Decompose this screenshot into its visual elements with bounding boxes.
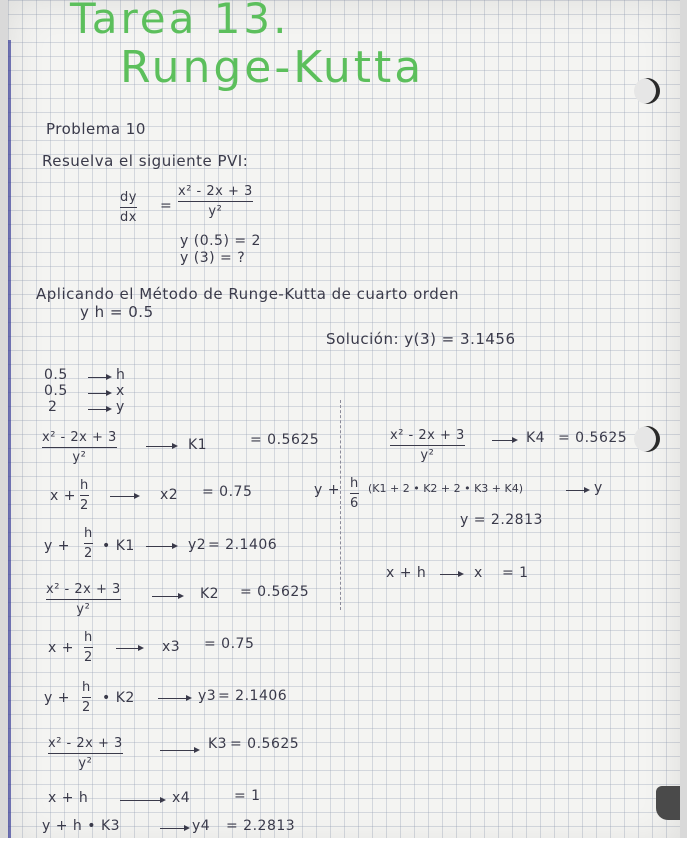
x4-result: = 1 [234,788,261,804]
xnew-label: x [474,565,483,581]
arrow-icon [88,409,110,410]
arrow-icon [492,440,516,441]
binder-hole [634,426,660,452]
left-margin-line [8,40,11,840]
arrow-icon [158,698,190,699]
problem-instruction: Resuelva el siguiente PVI: [42,152,249,170]
k1-num: x² - 2x + 3 [42,430,117,445]
xnew-expression: x + h [386,565,427,581]
x2-num: h [80,478,89,493]
ode-rhs-den: y² [208,204,223,219]
k3-expression [48,736,123,771]
k3-label: K3 [208,736,228,752]
x4-label: x4 [172,790,191,806]
y4-expression: y + h • K3 [42,818,121,834]
k4-den: y² [420,448,435,463]
xnew-result: = 1 [502,565,529,581]
x2-prefix: x + [50,488,76,504]
ynew-num: h [350,476,359,491]
arrow-icon [120,800,164,801]
k2-expression [46,582,121,617]
k1-result: = 0.5625 [250,432,320,448]
title-line-1: Tarea 13. [70,0,290,43]
arrow-icon [566,490,588,491]
ynew-label: y [594,480,603,496]
ode-rhs-num: x² - 2x + 3 [178,184,253,199]
y2-label: y2 [188,537,207,553]
ynew-fraction [350,476,359,511]
arrow-icon [160,750,198,751]
x2-fraction [80,478,89,513]
target-value: y (3) = ? [180,250,246,266]
ode-lhs [120,190,137,225]
k2-den: y² [76,602,91,617]
page-bottom-edge [0,838,687,848]
x3-den: 2 [84,650,93,665]
k1-expression [42,430,117,465]
arrow-icon [152,596,182,597]
ode-equals: = [160,198,173,214]
ode-lhs-den: dx [120,210,137,225]
ynew-den: 6 [350,496,359,511]
k3-den: y² [78,756,93,771]
k4-result: = 0.5625 [558,430,628,446]
solution: Solución: y(3) = 3.1456 [326,330,516,348]
k3-num: x² - 2x + 3 [48,736,123,751]
arrow-icon [160,828,188,829]
binder-hole [634,78,660,104]
y4-result: = 2.2813 [226,818,296,834]
x3-num: h [84,630,93,645]
x2-result: = 0.75 [202,484,253,500]
title-line-2: Runge-Kutta [120,42,425,93]
y2-fraction [84,526,93,561]
k4-expression [390,428,465,463]
ode-rhs [178,184,253,219]
x2-den: 2 [80,498,89,513]
k1-den: y² [72,450,87,465]
y3-fraction [82,680,91,715]
given-x-symbol: x [116,383,125,399]
ode-lhs-num: dy [120,190,137,205]
y2-num: h [84,526,93,541]
binder-hole [656,786,680,820]
given-y-symbol: y [116,399,125,415]
ynew-result: y = 2.2813 [460,512,543,528]
k2-num: x² - 2x + 3 [46,582,121,597]
ynew-prefix: y + [314,482,340,498]
k1-label: K1 [188,437,208,453]
k3-result: = 0.5625 [230,736,300,752]
k4-label: K4 [526,430,546,446]
y3-num: h [82,680,91,695]
column-divider [340,400,341,610]
given-h-value: 0.5 [44,367,68,383]
x3-prefix: x + [48,640,74,656]
ynew-body: (K1 + 2 • K2 + 2 • K3 + K4) [368,482,524,495]
x3-label: x3 [162,639,181,655]
method-line-1: Aplicando el Método de Runge-Kutta de cuarto orden [36,285,459,303]
arrow-icon [146,546,176,547]
k2-result: = 0.5625 [240,584,310,600]
k2-label: K2 [200,586,220,602]
x4-expression: x + h [48,790,89,806]
y2-den: 2 [84,546,93,561]
arrow-icon [110,496,138,497]
y3-den: 2 [82,700,91,715]
given-h-symbol: h [116,367,126,383]
notebook-page [8,0,680,848]
method-line-2: y h = 0.5 [80,303,154,321]
x2-label: x2 [160,487,179,503]
y2-suffix: • K1 [102,538,135,554]
arrow-icon [146,446,176,447]
x3-result: = 0.75 [204,636,255,652]
y2-prefix: y + [44,538,70,554]
y3-prefix: y + [44,690,70,706]
problem-heading: Problema 10 [46,120,146,138]
y3-result: = 2.1406 [218,688,288,704]
k4-num: x² - 2x + 3 [390,428,465,443]
given-y-value: 2 [48,399,58,415]
given-x-value: 0.5 [44,383,68,399]
y3-suffix: • K2 [102,690,135,706]
arrow-icon [116,648,142,649]
y2-result: = 2.1406 [208,537,278,553]
arrow-icon [88,393,110,394]
y4-label: y4 [192,818,211,834]
y3-label: y3 [198,688,217,704]
arrow-icon [440,574,462,575]
initial-condition: y (0.5) = 2 [180,233,261,249]
arrow-icon [88,377,110,378]
x3-fraction [84,630,93,665]
